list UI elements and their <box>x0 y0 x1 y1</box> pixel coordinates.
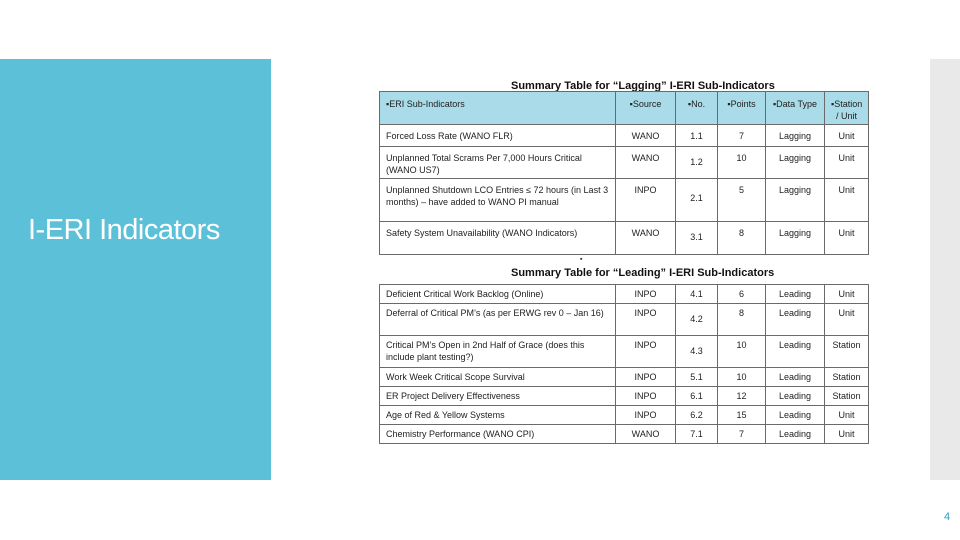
table-cell: 5 <box>718 179 766 222</box>
table-cell: 4.2 <box>676 304 718 336</box>
table-row <box>380 387 869 406</box>
table-row <box>380 406 869 425</box>
table-cell: Leading <box>766 368 825 387</box>
table-row <box>380 179 869 222</box>
table-cell: 4.3 <box>676 336 718 368</box>
lagging-table <box>379 91 869 255</box>
table-row <box>380 336 869 368</box>
table-cell: Work Week Critical Scope Survival <box>380 368 616 387</box>
table-cell: INPO <box>616 285 676 304</box>
table-cell: Deferral of Critical PM’s (as per ERWG rev 0 – Jan 16) <box>380 304 616 336</box>
table-cell: 8 <box>718 304 766 336</box>
table-cell: INPO <box>616 368 676 387</box>
table-cell: Leading <box>766 336 825 368</box>
header-cell: ▪Source <box>616 92 676 125</box>
table-cell: 1.1 <box>676 125 718 147</box>
slide-title: I-ERI Indicators <box>28 214 220 246</box>
leading-table <box>379 284 869 444</box>
table-cell: Leading <box>766 406 825 425</box>
table-cell: Unit <box>825 125 869 147</box>
table-cell: WANO <box>616 125 676 147</box>
table-cell: Deficient Critical Work Backlog (Online) <box>380 285 616 304</box>
page-number: 4 <box>944 511 951 523</box>
table-cell: Unit <box>825 179 869 222</box>
table-cell: 10 <box>718 368 766 387</box>
table-cell: Unit <box>825 406 869 425</box>
table-cell: Unplanned Total Scrams Per 7,000 Hours Critical (WANO US7) <box>380 147 616 179</box>
table-cell: INPO <box>616 179 676 222</box>
leading-table-title: Summary Table for “Leading” I-ERI Sub-Indicators <box>511 267 775 279</box>
table-cell: Lagging <box>766 179 825 222</box>
table-cell: 3.1 <box>676 222 718 255</box>
table-cell: Station <box>825 368 869 387</box>
table-cell: 7 <box>718 425 766 444</box>
table-cell: WANO <box>616 147 676 179</box>
table-cell: 6 <box>718 285 766 304</box>
table-cell: WANO <box>616 222 676 255</box>
table-cell: Age of Red & Yellow Systems <box>380 406 616 425</box>
table-row <box>380 147 869 179</box>
table-cell: 1.2 <box>676 147 718 179</box>
table-cell: Station <box>825 336 869 368</box>
table-cell: 7.1 <box>676 425 718 444</box>
table-cell: Unit <box>825 285 869 304</box>
table-row <box>380 222 869 255</box>
lagging-table-title: Summary Table for “Lagging” I-ERI Sub-Indicators <box>511 80 775 92</box>
table-cell: Unit <box>825 147 869 179</box>
title-panel <box>0 59 271 480</box>
table-header-row <box>380 92 869 125</box>
table-cell: Leading <box>766 425 825 444</box>
header-cell: ▪No. <box>676 92 718 125</box>
table-cell: INPO <box>616 304 676 336</box>
table-cell: Critical PM’s Open in 2nd Half of Grace (does this include plant testing?) <box>380 336 616 368</box>
table-cell: 7 <box>718 125 766 147</box>
table-cell: 15 <box>718 406 766 425</box>
table-cell: Station <box>825 387 869 406</box>
table-cell: Safety System Unavailability (WANO Indicators) <box>380 222 616 255</box>
table-cell: Leading <box>766 387 825 406</box>
table-cell: Forced Loss Rate (WANO FLR) <box>380 125 616 147</box>
table-cell: 8 <box>718 222 766 255</box>
table-cell: WANO <box>616 425 676 444</box>
table-cell: Lagging <box>766 222 825 255</box>
table-cell: 5.1 <box>676 368 718 387</box>
table-cell: Unit <box>825 304 869 336</box>
table-row <box>380 368 869 387</box>
table-cell: 4.1 <box>676 285 718 304</box>
table-cell: 12 <box>718 387 766 406</box>
table-cell: Chemistry Performance (WANO CPI) <box>380 425 616 444</box>
table-cell: Leading <box>766 285 825 304</box>
table-cell: Unit <box>825 425 869 444</box>
right-margin-strip <box>930 59 960 480</box>
table-cell: Leading <box>766 304 825 336</box>
table-cell: 10 <box>718 336 766 368</box>
table-cell: INPO <box>616 387 676 406</box>
table-cell: Unplanned Shutdown LCO Entries ≤ 72 hours (in Last 3 months) – have added to WANO PI manual <box>380 179 616 222</box>
header-cell: ▪Station / Unit <box>825 92 869 125</box>
table-cell: INPO <box>616 336 676 368</box>
table-row <box>380 285 869 304</box>
table-cell: 6.2 <box>676 406 718 425</box>
bullet-marker: ▪ <box>580 256 583 263</box>
header-cell: ▪ERI Sub-Indicators <box>380 92 616 125</box>
table-cell: 2.1 <box>676 179 718 222</box>
table-cell: 10 <box>718 147 766 179</box>
header-cell: ▪Data Type <box>766 92 825 125</box>
table-cell: Lagging <box>766 125 825 147</box>
table-row <box>380 304 869 336</box>
table-cell: ER Project Delivery Effectiveness <box>380 387 616 406</box>
header-cell: ▪Points <box>718 92 766 125</box>
table-cell: INPO <box>616 406 676 425</box>
table-cell: Unit <box>825 222 869 255</box>
table-cell: 6.1 <box>676 387 718 406</box>
table-cell: Lagging <box>766 147 825 179</box>
table-row <box>380 425 869 444</box>
table-row <box>380 125 869 147</box>
